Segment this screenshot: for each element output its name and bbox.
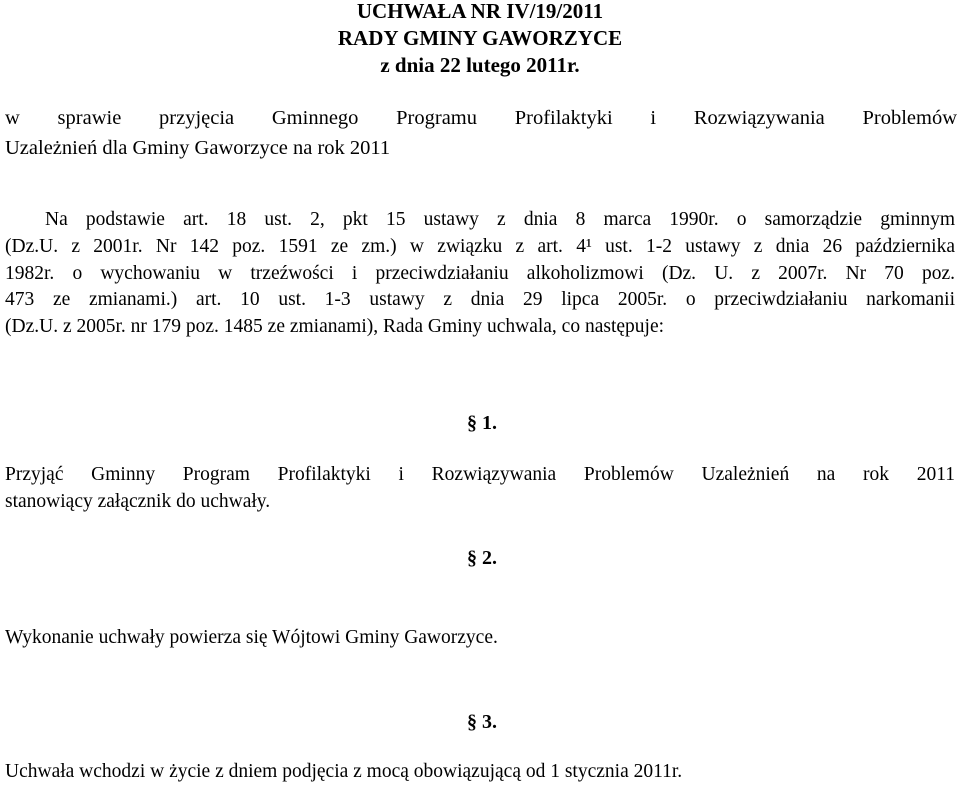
legal-basis-line: 1982r. o wychowaniu w trzeźwości i przeciwdziałaniu alkoholizmowi (Dz. U. z 2007r. Nr 70 poz. (5, 262, 955, 284)
section-2-heading: § 2. (467, 547, 497, 569)
section-3-text (5, 758, 955, 785)
section-1-line: stanowiący załącznik do uchwały. (5, 491, 271, 512)
section-3-heading: § 3. (467, 711, 497, 733)
section-1-line: Przyjąć Gminny Program Profilaktyki i Rozwiązywania Problemów Uzależnień na rok 2011 (5, 464, 955, 485)
subject-line: Uzależnień dla Gminy Gaworzyce na rok 2011 (5, 137, 391, 159)
section-2-text (5, 624, 955, 651)
resolution-subject (5, 103, 957, 163)
council-name: RADY GMINY GAWORZYCE (337, 26, 623, 50)
legal-basis-line: 473 ze zmianami.) art. 10 ust. 1-3 ustawy z dnia 29 lipca 2005r. o przeciwdziałaniu narkomanii (5, 289, 955, 311)
section-1-heading: § 1. (467, 412, 497, 434)
legal-basis-line: (Dz.U. z 2001r. Nr 142 poz. 1591 ze zm.) w związku z art. 4¹ ust. 1-2 ustawy z dnia 26 października (5, 235, 955, 257)
legal-basis-paragraph (5, 207, 955, 341)
legal-basis-line: (Dz.U. z 2005r. nr 179 poz. 1485 ze zmianami), Rada Gminy uchwala, co następuje: (5, 316, 665, 338)
section-2-line: Wykonanie uchwały powierza się Wójtowi Gminy Gaworzyce. (5, 627, 498, 648)
subject-line: w sprawie przyjęcia Gminnego Programu Profilaktyki i Rozwiązywania Problemów (5, 107, 957, 129)
legal-basis-line: Na podstawie art. 18 ust. 2, pkt 15 ustawy z dnia 8 marca 1990r. o samorządzie gminnym (45, 209, 955, 230)
section-3-line: Uchwała wchodzi w życie z dniem podjęcia z mocą obowiązującą od 1 stycznia 2011r. (5, 761, 683, 782)
resolution-date: z dnia 22 lutego 2011r. (380, 53, 580, 77)
section-1-text (5, 461, 955, 515)
resolution-number: UCHWAŁA NR IV/19/2011 (356, 0, 604, 23)
document-header (0, 0, 960, 79)
